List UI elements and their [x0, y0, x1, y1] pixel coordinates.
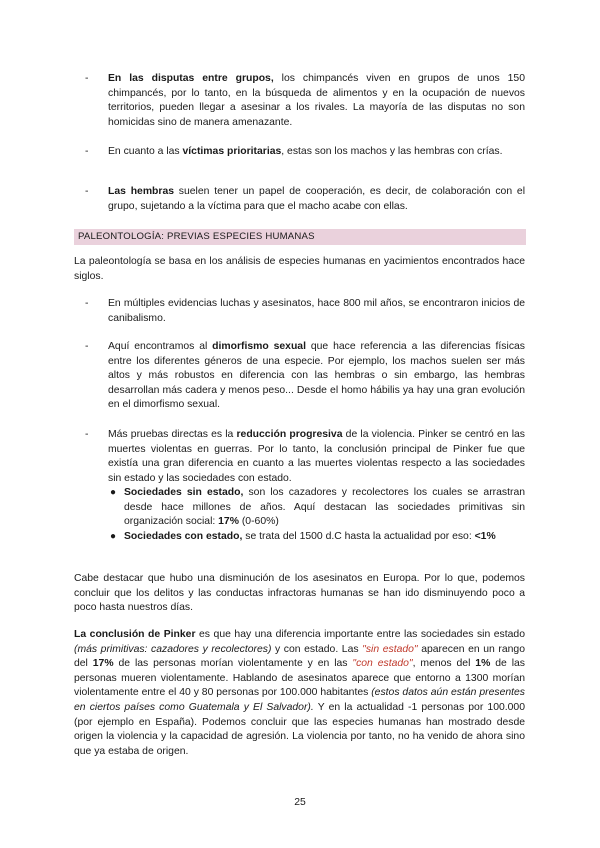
- sub-bullet-tail: (0-60%): [238, 516, 279, 528]
- bold-lead: La conclusión de Pinker: [74, 629, 196, 640]
- quote-con-estado: "con estado": [352, 658, 413, 670]
- bullet-text-pre: En cuanto a las: [108, 146, 183, 157]
- bullet-marker: -: [85, 146, 89, 157]
- intro-paragraph: La paleontología se basa en los análisis de especies humanas en yacimientos encontrados hace siglos.: [74, 256, 525, 282]
- bullet-victimas: [85, 145, 525, 160]
- bold-term: Sociedades sin estado,: [124, 487, 244, 498]
- bullet-marker: -: [85, 429, 89, 440]
- bullet-text: suelen tener un papel de cooperación, es decir, de colaboración con el grupo, sujetando a la víctima para que el macho acabe con ellas.: [108, 186, 525, 212]
- sub-bullet-text: son los cazadores y recolectores los cuales se arrastran desde hace millones de años. Aquí destacan las sociedades primitivas sin organización social:: [124, 487, 525, 528]
- text-run: es que hay una diferencia importante entre las sociedades sin estado: [195, 629, 525, 640]
- italic-run: (más primitivas: cazadores y recolectores): [74, 643, 272, 655]
- bold-lead: En las disputas entre grupos,: [108, 73, 274, 84]
- text-run: , menos del: [412, 658, 476, 670]
- bullet-text-post: que hace referencia a las diferencias físicas entre los diferentes géneros de una especie. Por ejemplo, los machos suelen ser más altos y más robustos en diferencia con las hembras o sin embargo, las hembras desarrollan más cadera y menos peso... Desde el homo hábilis ya hay una gran evolución en el dimorfismo sexual.: [108, 341, 525, 411]
- bold-term: reducción progresiva: [236, 429, 343, 440]
- bullet-text-post: de la violencia. Pinker se centró en las muertes violentas en guerras. Por lo tanto, la conclusión principal de Pinker fue que existía una gran diferencia en cuanto a las muertes violentas respecto a las sociedades sin estado y las sociedades con estado.: [108, 429, 525, 484]
- bullet-text-pre: Aquí encontramos al: [108, 341, 213, 352]
- sub-bullet-marker: ●: [110, 531, 117, 542]
- percentage: 1%: [475, 658, 491, 670]
- percentage: 17%: [218, 516, 239, 528]
- bullet-reduccion: [85, 428, 525, 486]
- sub-bullet-con-estado: [110, 530, 525, 545]
- paragraph-destacar: Cabe destacar que hubo una disminución de los asesinatos en Europa. Por lo que, podemos concluir que los delitos y las conductas infractoras humanas se han ido disminuyendo poco a poco hasta nuestros días.: [74, 573, 525, 614]
- bullet-marker: -: [85, 186, 89, 197]
- bullet-text: En múltiples evidencias luchas y asesinatos, hace 800 mil años, se encontraron inicios de canibalismo.: [108, 298, 525, 324]
- italic-run: (estos datos aún están presentes en ciertos países como Guatemala y El Salvador).: [74, 687, 525, 713]
- sub-bullet-sin-estado: [110, 486, 525, 530]
- bullet-marker: -: [85, 298, 89, 309]
- section-heading-band: [74, 229, 526, 245]
- bullet-disputas: [85, 72, 525, 130]
- bullet-marker: -: [85, 341, 89, 352]
- bullet-canibalismo: [85, 297, 525, 326]
- text-run: aparecen en un rango del: [74, 643, 525, 670]
- percentage: 17%: [92, 658, 114, 670]
- bullet-text-pre: Más pruebas directas es la: [108, 429, 237, 440]
- bold-lead: Las hembras: [108, 186, 175, 197]
- section-heading: PALEONTOLOGÍA: PREVIAS ESPECIES HUMANAS: [78, 231, 315, 242]
- percentage: <1%: [474, 531, 496, 542]
- sub-bullet-marker: ●: [110, 487, 117, 498]
- bold-term: víctimas prioritarias: [182, 146, 282, 157]
- bold-term: Sociedades con estado,: [124, 531, 243, 542]
- bullet-text: los chimpancés viven en grupos de unos 150 chimpancés, por lo tanto, en la búsqueda de alimentos y en la ocupación de nuevos territorios, pueden llegar a asesinar a los rivales. La mayoría de las disputas no son homicidas sino de manera amenazante.: [108, 73, 525, 128]
- sub-bullet-text: se trata del 1500 d.C hasta la actualidad por eso:: [242, 531, 475, 542]
- quote-sin-estado: "sin estado": [362, 643, 418, 655]
- bullet-dimorfismo: [85, 340, 525, 413]
- bullet-marker: -: [85, 73, 89, 84]
- text-run: Y en la actualidad -1 personas por 100.000 (por ejemplo en España). Podemos concluir que las especies humanas han mostrado desde origen la violencia y la capacidad de agresión. La violencia por tanto, no ha venido de ahora sino que ya estaba de origen.: [74, 701, 525, 757]
- bullet-text-post: , estas son los machos y las hembras con crías.: [281, 146, 503, 157]
- bold-term: dimorfismo sexual: [212, 341, 306, 352]
- text-run: de las personas mueren violentamente. Hablando de asesinatos aparece que entorno a 1300 morían violentamente entre el 40 y 80 personas por 100.000 habitantes: [74, 658, 525, 699]
- paragraph-conclusion: [74, 628, 525, 759]
- text-run: de las personas morían violentamente y en las: [113, 658, 353, 670]
- bullet-hembras: [85, 185, 525, 214]
- page-number: 25: [294, 797, 306, 808]
- text-run: y con estado. Las: [271, 643, 363, 655]
